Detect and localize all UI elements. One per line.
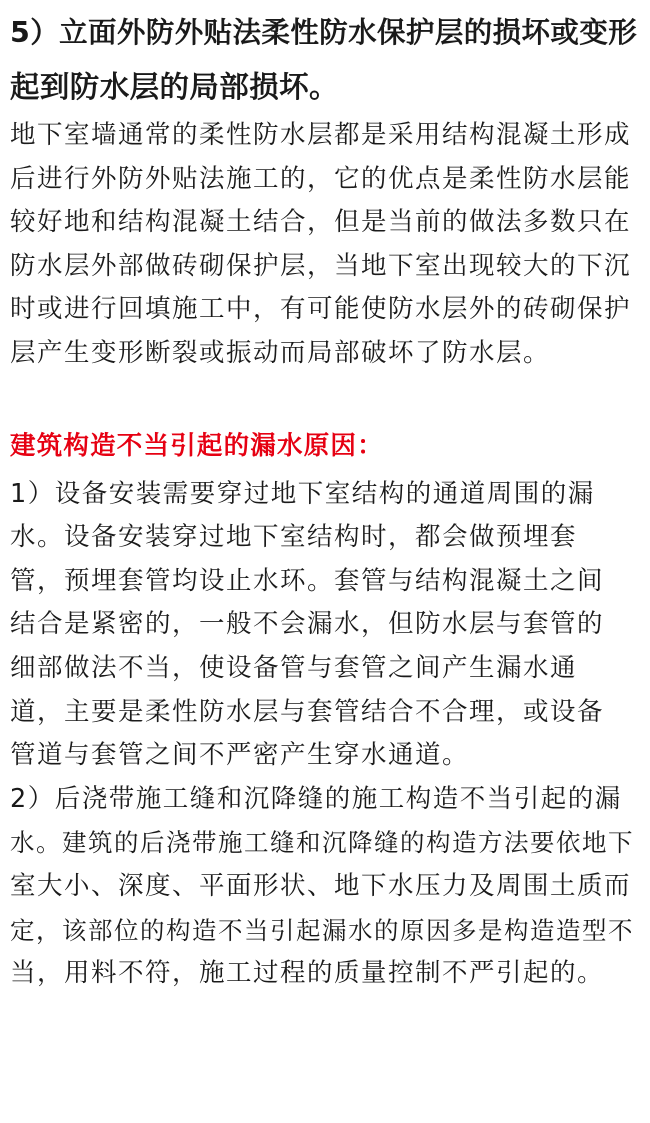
body-line: 室大小、深度、平面形状、地下水压力及周围土质而 <box>10 870 632 901</box>
body-line: 后进行外防外贴法施工的，它的优点是柔性防水层能 <box>10 163 632 194</box>
section-5-heading <box>10 6 640 114</box>
body-line: 2）后浇带施工缝和沉降缝的施工构造不当引起的漏 <box>10 783 622 814</box>
body-line: 当，用料不符，施工过程的质量控制不严引起的。 <box>10 958 605 989</box>
body-line: 1）设备安装需要穿过地下室结构的通道周围的漏 <box>10 478 595 509</box>
body-line: 层产生变形断裂或振动而局部破坏了防水层。 <box>10 337 551 368</box>
body-line: 地下室墙通常的柔性防水层都是采用结构混凝土形成 <box>10 120 632 150</box>
body-line: 较好地和结构混凝土结合，但是当前的做法多数只在 <box>10 207 632 238</box>
body-line: 管，预埋套管均设止水环。套管与结构混凝土之间 <box>10 565 605 596</box>
section-5-body <box>10 114 640 376</box>
heading-line: 5）立面外防外贴法柔性防水保护层的损坏或变形 <box>10 16 638 49</box>
body-line: 时或进行回填施工中，有可能使防水层外的砖砌保护 <box>10 294 632 325</box>
body-line: 防水层外部做砖砌保护层，当地下室出现较大的下沉 <box>10 250 632 281</box>
body-line: 细部做法不当，使设备管与套管之间产生漏水通 <box>10 652 578 683</box>
body-line: 管道与套管之间不严密产生穿水通道。 <box>10 740 470 771</box>
body-line: 水。设备安装穿过地下室结构时，都会做预埋套 <box>10 522 578 553</box>
item-1-paragraph <box>10 473 640 778</box>
body-line: 道，主要是柔性防水层与套管结合不合理，或设备 <box>10 696 605 727</box>
body-line: 定，该部位的构造不当引起漏水的原因多是构造造型不 <box>10 915 634 945</box>
construction-causes-heading: 建筑构造不当引起的漏水原因： <box>10 430 384 461</box>
body-line: 结合是紧密的，一般不会漏水，但防水层与套管的 <box>10 609 605 640</box>
section-spacer <box>10 376 640 424</box>
body-line: 水。建筑的后浇带施工缝和沉降缝的构造方法要依地下 <box>10 828 634 858</box>
item-2-paragraph <box>10 778 640 996</box>
heading-line: 起到防水层的局部损坏。 <box>10 70 339 104</box>
